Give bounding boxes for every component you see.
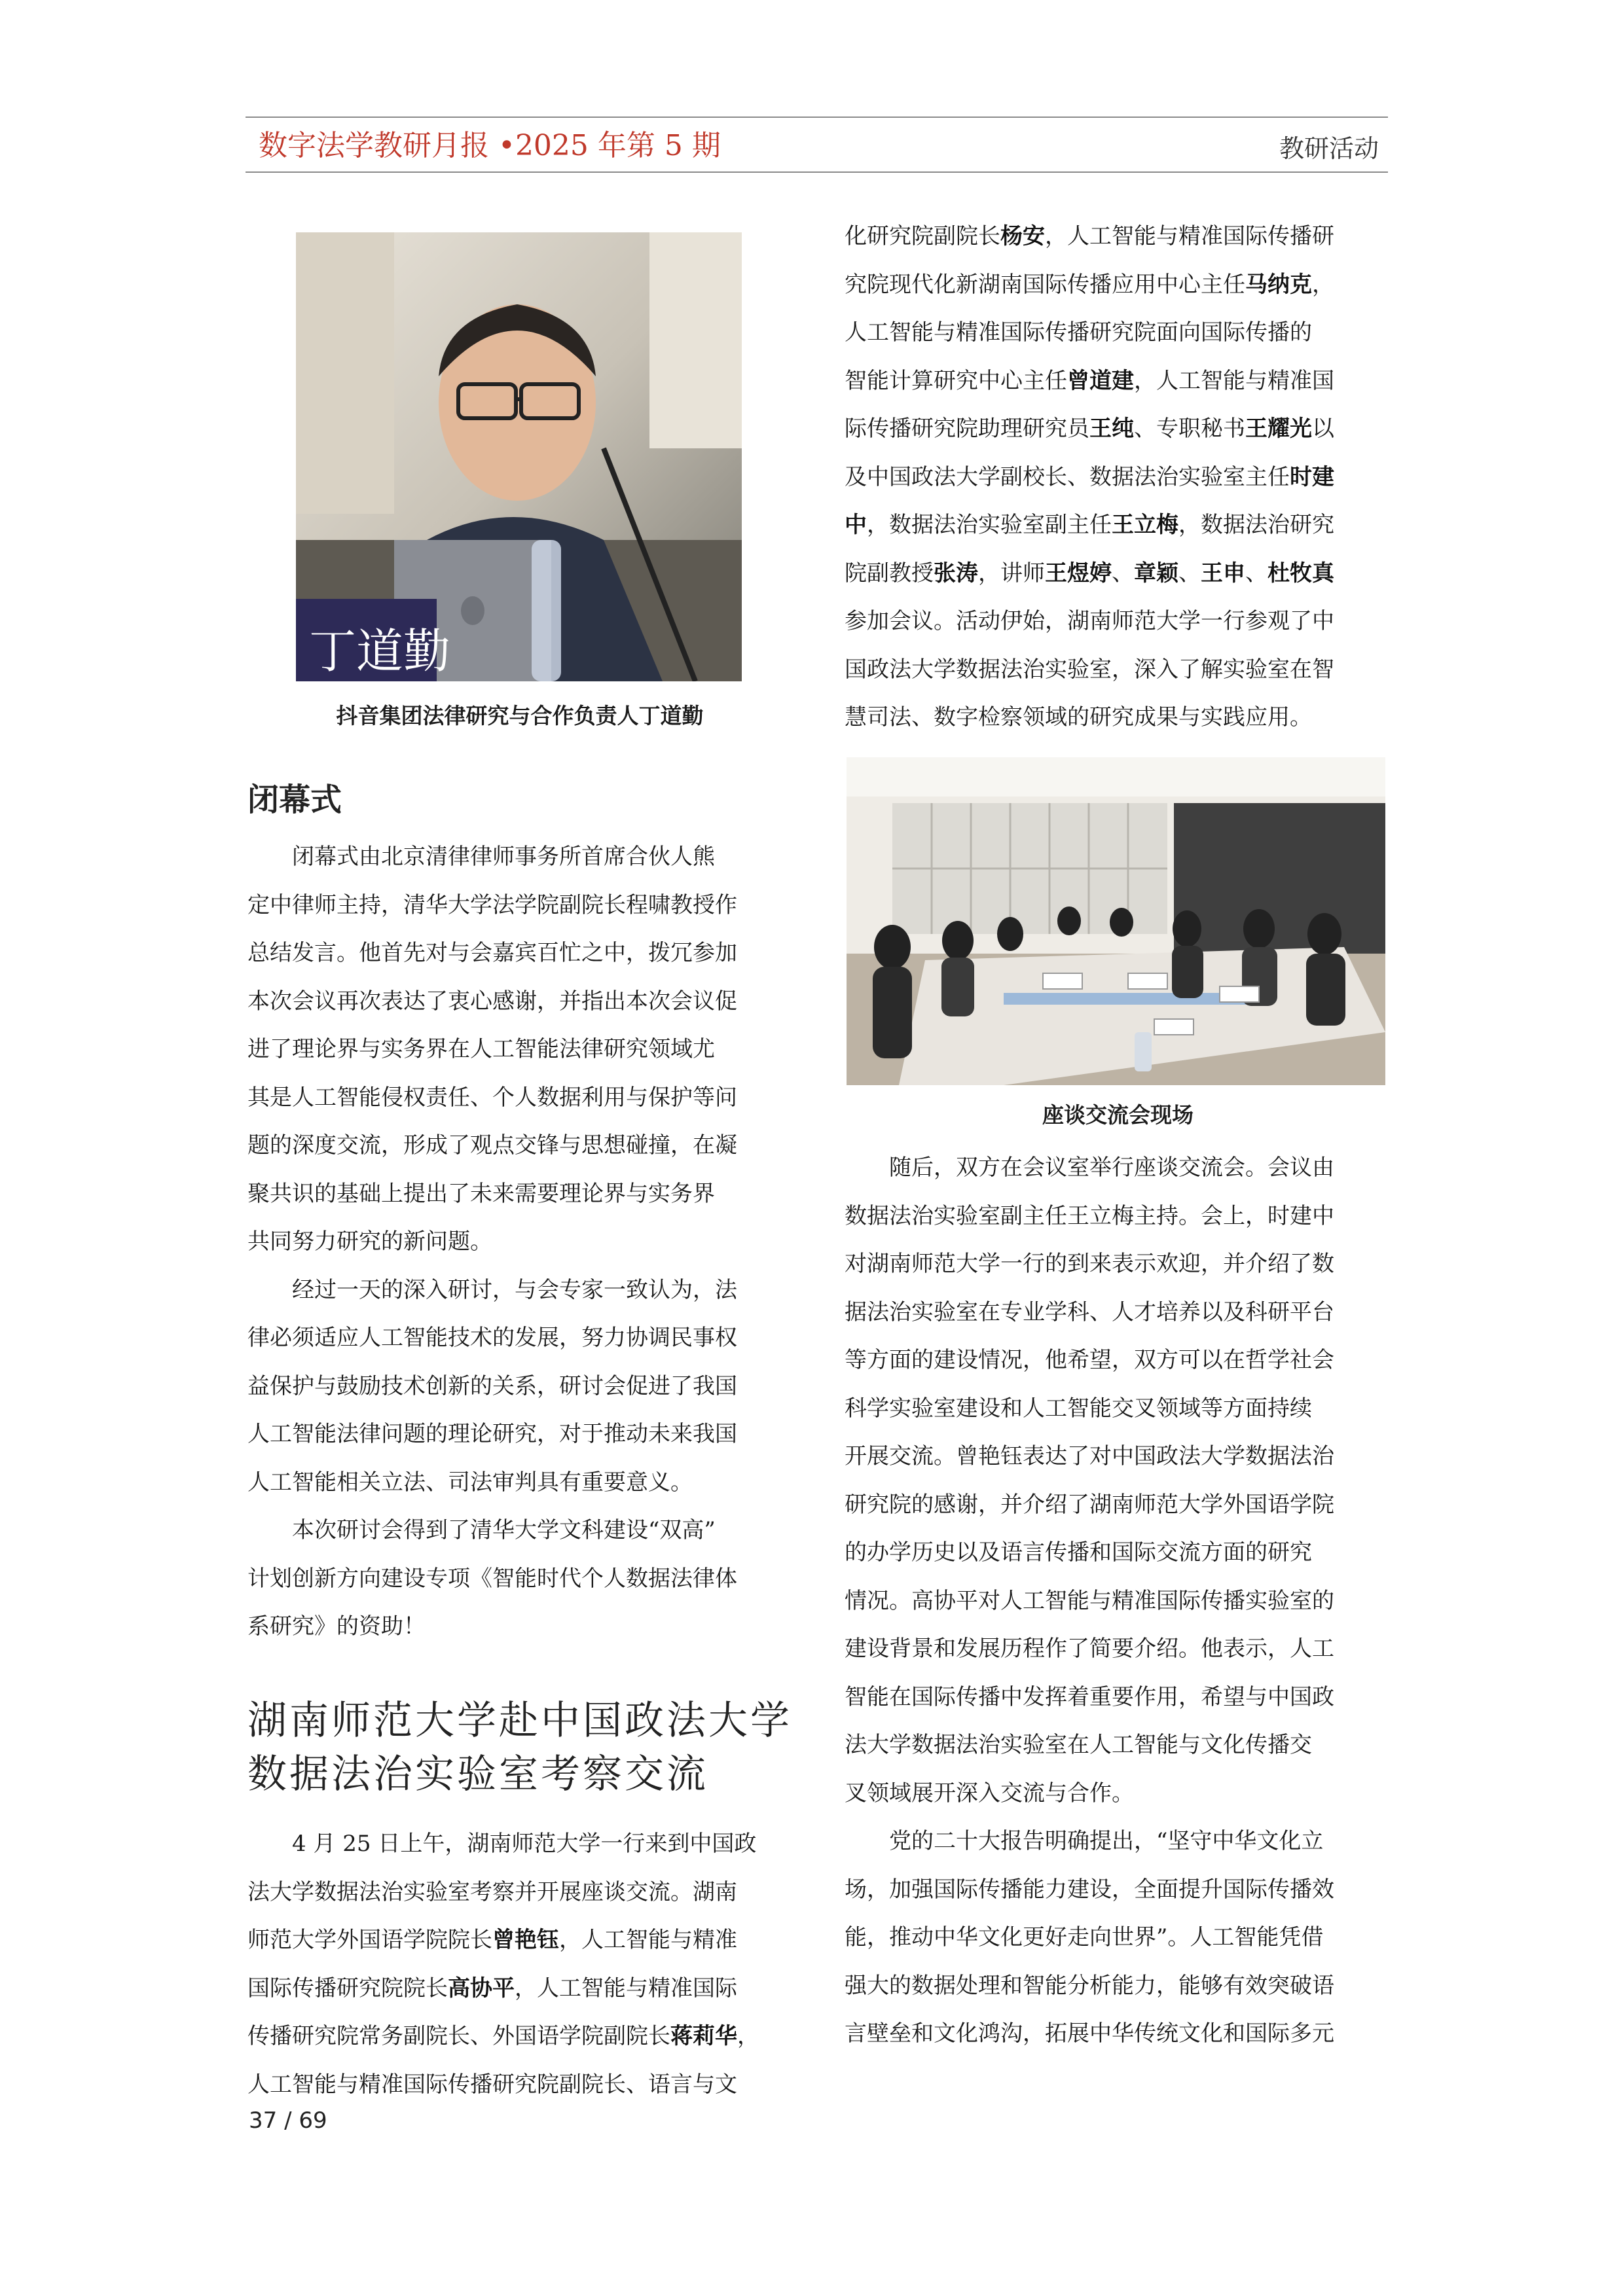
article-title-line-2: 数据法治实验室考察交流	[247, 1751, 708, 1797]
article-intro-paragraph: 4 月 25 日上午，湖南师范大学一行来到中国政 法大学数据法治实验室考察并开展座谈交流。湖南 师范大学外国语学院院长曾艳钰，人工智能与精准 国际传播研究院院长高协平，人工智能与精准国际 传播研究院常务副院长、外国语学院副院长蒋莉华， 人工智能与精准国际传播研究院副院长、语言与文	[247, 1831, 759, 2098]
figure1-caption: 抖音集团法律研究与合作负责人丁道勤	[336, 703, 704, 728]
figure2-caption: 座谈交流会现场	[1042, 1102, 1194, 1128]
person-name: 时建	[1290, 463, 1334, 490]
meeting-paragraph: 随后，双方在会议室举行座谈交流会。会议由 数据法治实验室副主任王立梅主持。会上，时建中 对湖南师范大学一行的到来表示欢迎，并介绍了数 据法治实验室在专业学科、人才培养以及科研平台 等方面的建设情况，他希望，双方可以在哲学社会 科学实验室建设和人工智能交叉领域等方面持续 开展交流。曾艳钰表达了对中国政法大学数据法治 研究院的感谢，并介绍了湖南师范大学外国语学院 的办学历史以及语言传播和国际交流方面的研究 情况。高协平对人工智能与精准国际传播实验室的 建设背景和发展历程作了简要介绍。他表示，人工 智能在国际传播中发挥着重要作用，希望与中国政 法大学数据法治实验室在人工智能与文化传播交 叉领域展开深入交流与合作。	[845, 1155, 1334, 1806]
page-number: 37 / 69	[249, 2108, 327, 2134]
closing-section	[247, 833, 792, 1651]
person-name: 王立梅	[1112, 512, 1178, 538]
person-name: 杨安	[1000, 223, 1045, 249]
party-paragraph: 党的二十大报告明确提出，“坚守中华文化立 场，加强国际传播能力建设，全面提升国际传播效 能，推动中华文化更好走向世界”。人工智能凭借 强大的数据处理和智能分析能力，能够有效突破语 言壁垒和文化鸿沟，拓展中华传统文化和国际多元	[845, 1828, 1334, 2047]
speaker-photo	[296, 232, 742, 681]
header-bottom-rule	[246, 171, 1388, 173]
article-body-right	[845, 1144, 1391, 2058]
article-intro-left	[247, 1820, 792, 2109]
name-plate-text: 丁道勤	[309, 624, 451, 679]
article-intro-right	[845, 213, 1391, 742]
person-name: 王耀光	[1245, 416, 1312, 442]
person-name: 蒋莉华	[670, 2023, 737, 2049]
closing-paragraph-2: 经过一天的深入研讨，与会专家一致认为，法 律必须适应人工智能技术的发展，努力协调民事权 益保护与鼓励技术创新的关系，研讨会促进了我国 人工智能法律问题的理论研究，对于推动未来我国 人工智能相关立法、司法审判具有重要意义。	[247, 1276, 737, 1496]
person-name: 中	[845, 512, 867, 538]
closing-paragraph-3: 本次研讨会得到了清华大学文科建设“双高” 计划创新方向建设专项《智能时代个人数据法律体 系研究》的资助！	[247, 1517, 737, 1640]
section-label: 教研活动	[1279, 134, 1379, 163]
header-top-rule	[246, 117, 1388, 118]
closing-paragraph-1: 闭幕式由北京清律律师事务所首席合伙人熊 定中律师主持，清华大学法学院副院长程啸教授作 总结发言。他首先对与会嘉宾百忙之中，拨冗参加 本次会议再次表达了衷心感谢，并指出本次会议促 进了理论界与实务界在人工智能法律研究领域尤 其是人工智能侵权责任、个人数据利用与保护等问 题的深度交流，形成了观点交锋与思想碰撞，在凝 聚共识的基础上提出了未来需要理论界与实务界 共同努力研究的新问题。	[247, 844, 737, 1255]
person-name: 张涛	[934, 560, 978, 586]
person-name: 曾道建	[1067, 367, 1134, 394]
article-intro-continuation: 化研究院副院长杨安，人工智能与精准国际传播研 究院现代化新湖南国际传播应用中心主任马纳克， 人工智能与精准国际传播研究院面向国际传播的 智能计算研究中心主任曾道建，人工智能与精准国 际传播研究院助理研究员王纯、专职秘书王耀光以 及中国政法大学副校长、数据法治实验室主任时建 中，数据法治实验室副主任王立梅，数据法治研究 院副教授张涛，讲师王煜婷、章颖、王申、杜牧真 参加会议。活动伊始，湖南师范大学一行参观了中 国政法大学数据法治实验室，深入了解实验室在智 慧司法、数字检察领域的研究成果与实践应用。	[845, 223, 1334, 730]
person-name: 马纳克	[1245, 271, 1312, 298]
person-name: 高协平	[448, 1975, 515, 2001]
closing-heading: 闭幕式	[247, 781, 342, 818]
meeting-photo	[847, 757, 1385, 1085]
article-title-line-1: 湖南师范大学赴中国政法大学	[247, 1698, 792, 1744]
person-name: 章颖	[1134, 560, 1178, 586]
journal-title: 数字法学教研月报 •2025 年第 5 期	[259, 129, 721, 162]
person-name: 曾艳钰	[492, 1927, 559, 1953]
person-name: 王纯	[1089, 416, 1134, 442]
person-name: 王煜婷	[1045, 560, 1112, 586]
person-name: 王申	[1201, 560, 1245, 586]
person-name: 杜牧真	[1267, 560, 1334, 586]
